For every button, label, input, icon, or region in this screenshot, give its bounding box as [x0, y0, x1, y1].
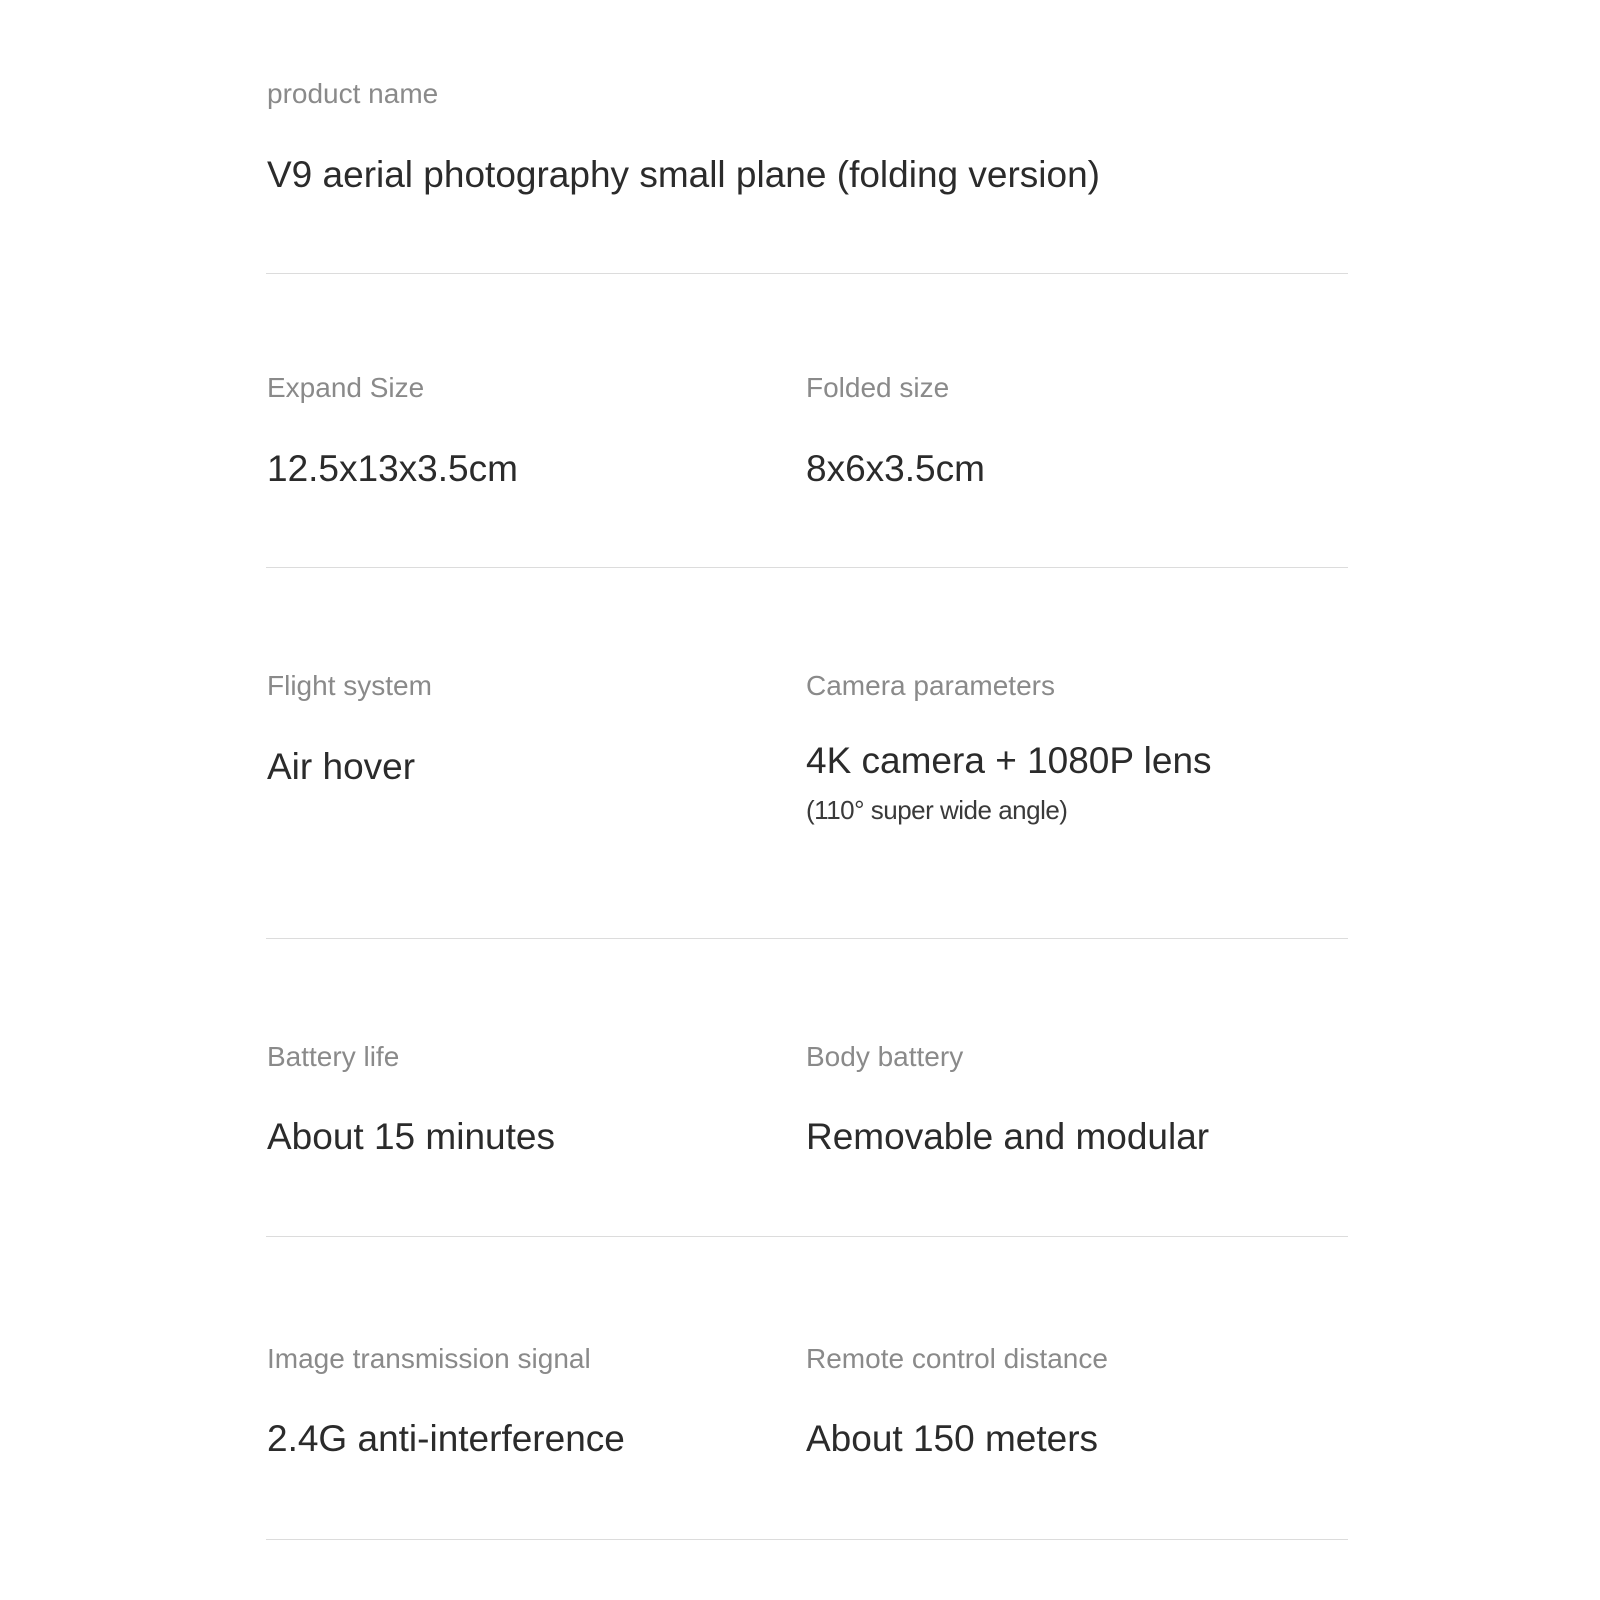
divider	[266, 1539, 1348, 1540]
folded-size-value: 8x6x3.5cm	[806, 448, 985, 489]
divider	[266, 938, 1348, 939]
image-transmission-label: Image transmission signal	[267, 1343, 591, 1374]
folded-size-label: Folded size	[806, 372, 950, 403]
battery-life-value: About 15 minutes	[267, 1116, 555, 1157]
divider	[266, 273, 1348, 274]
remote-distance-label: Remote control distance	[806, 1343, 1108, 1374]
flight-system-label: Flight system	[267, 670, 432, 701]
image-transmission-value: 2.4G anti-interference	[267, 1418, 625, 1459]
body-battery-label: Body battery	[806, 1041, 964, 1072]
product-name-value: V9 aerial photography small plane (folding version)	[267, 154, 1100, 195]
expand-size-label: Expand Size	[267, 372, 425, 403]
product-name-label: product name	[267, 78, 439, 109]
body-battery-value: Removable and modular	[806, 1116, 1210, 1157]
expand-size-value: 12.5x13x3.5cm	[267, 448, 518, 489]
camera-parameters-note: (110° super wide angle)	[806, 795, 1068, 825]
camera-parameters-value: 4K camera + 1080P lens	[806, 740, 1212, 781]
battery-life-label: Battery life	[267, 1041, 400, 1072]
divider	[266, 1236, 1348, 1237]
flight-system-value: Air hover	[267, 746, 416, 787]
remote-distance-value: About 150 meters	[806, 1418, 1099, 1459]
camera-parameters-label: Camera parameters	[806, 670, 1055, 701]
divider	[266, 567, 1348, 568]
